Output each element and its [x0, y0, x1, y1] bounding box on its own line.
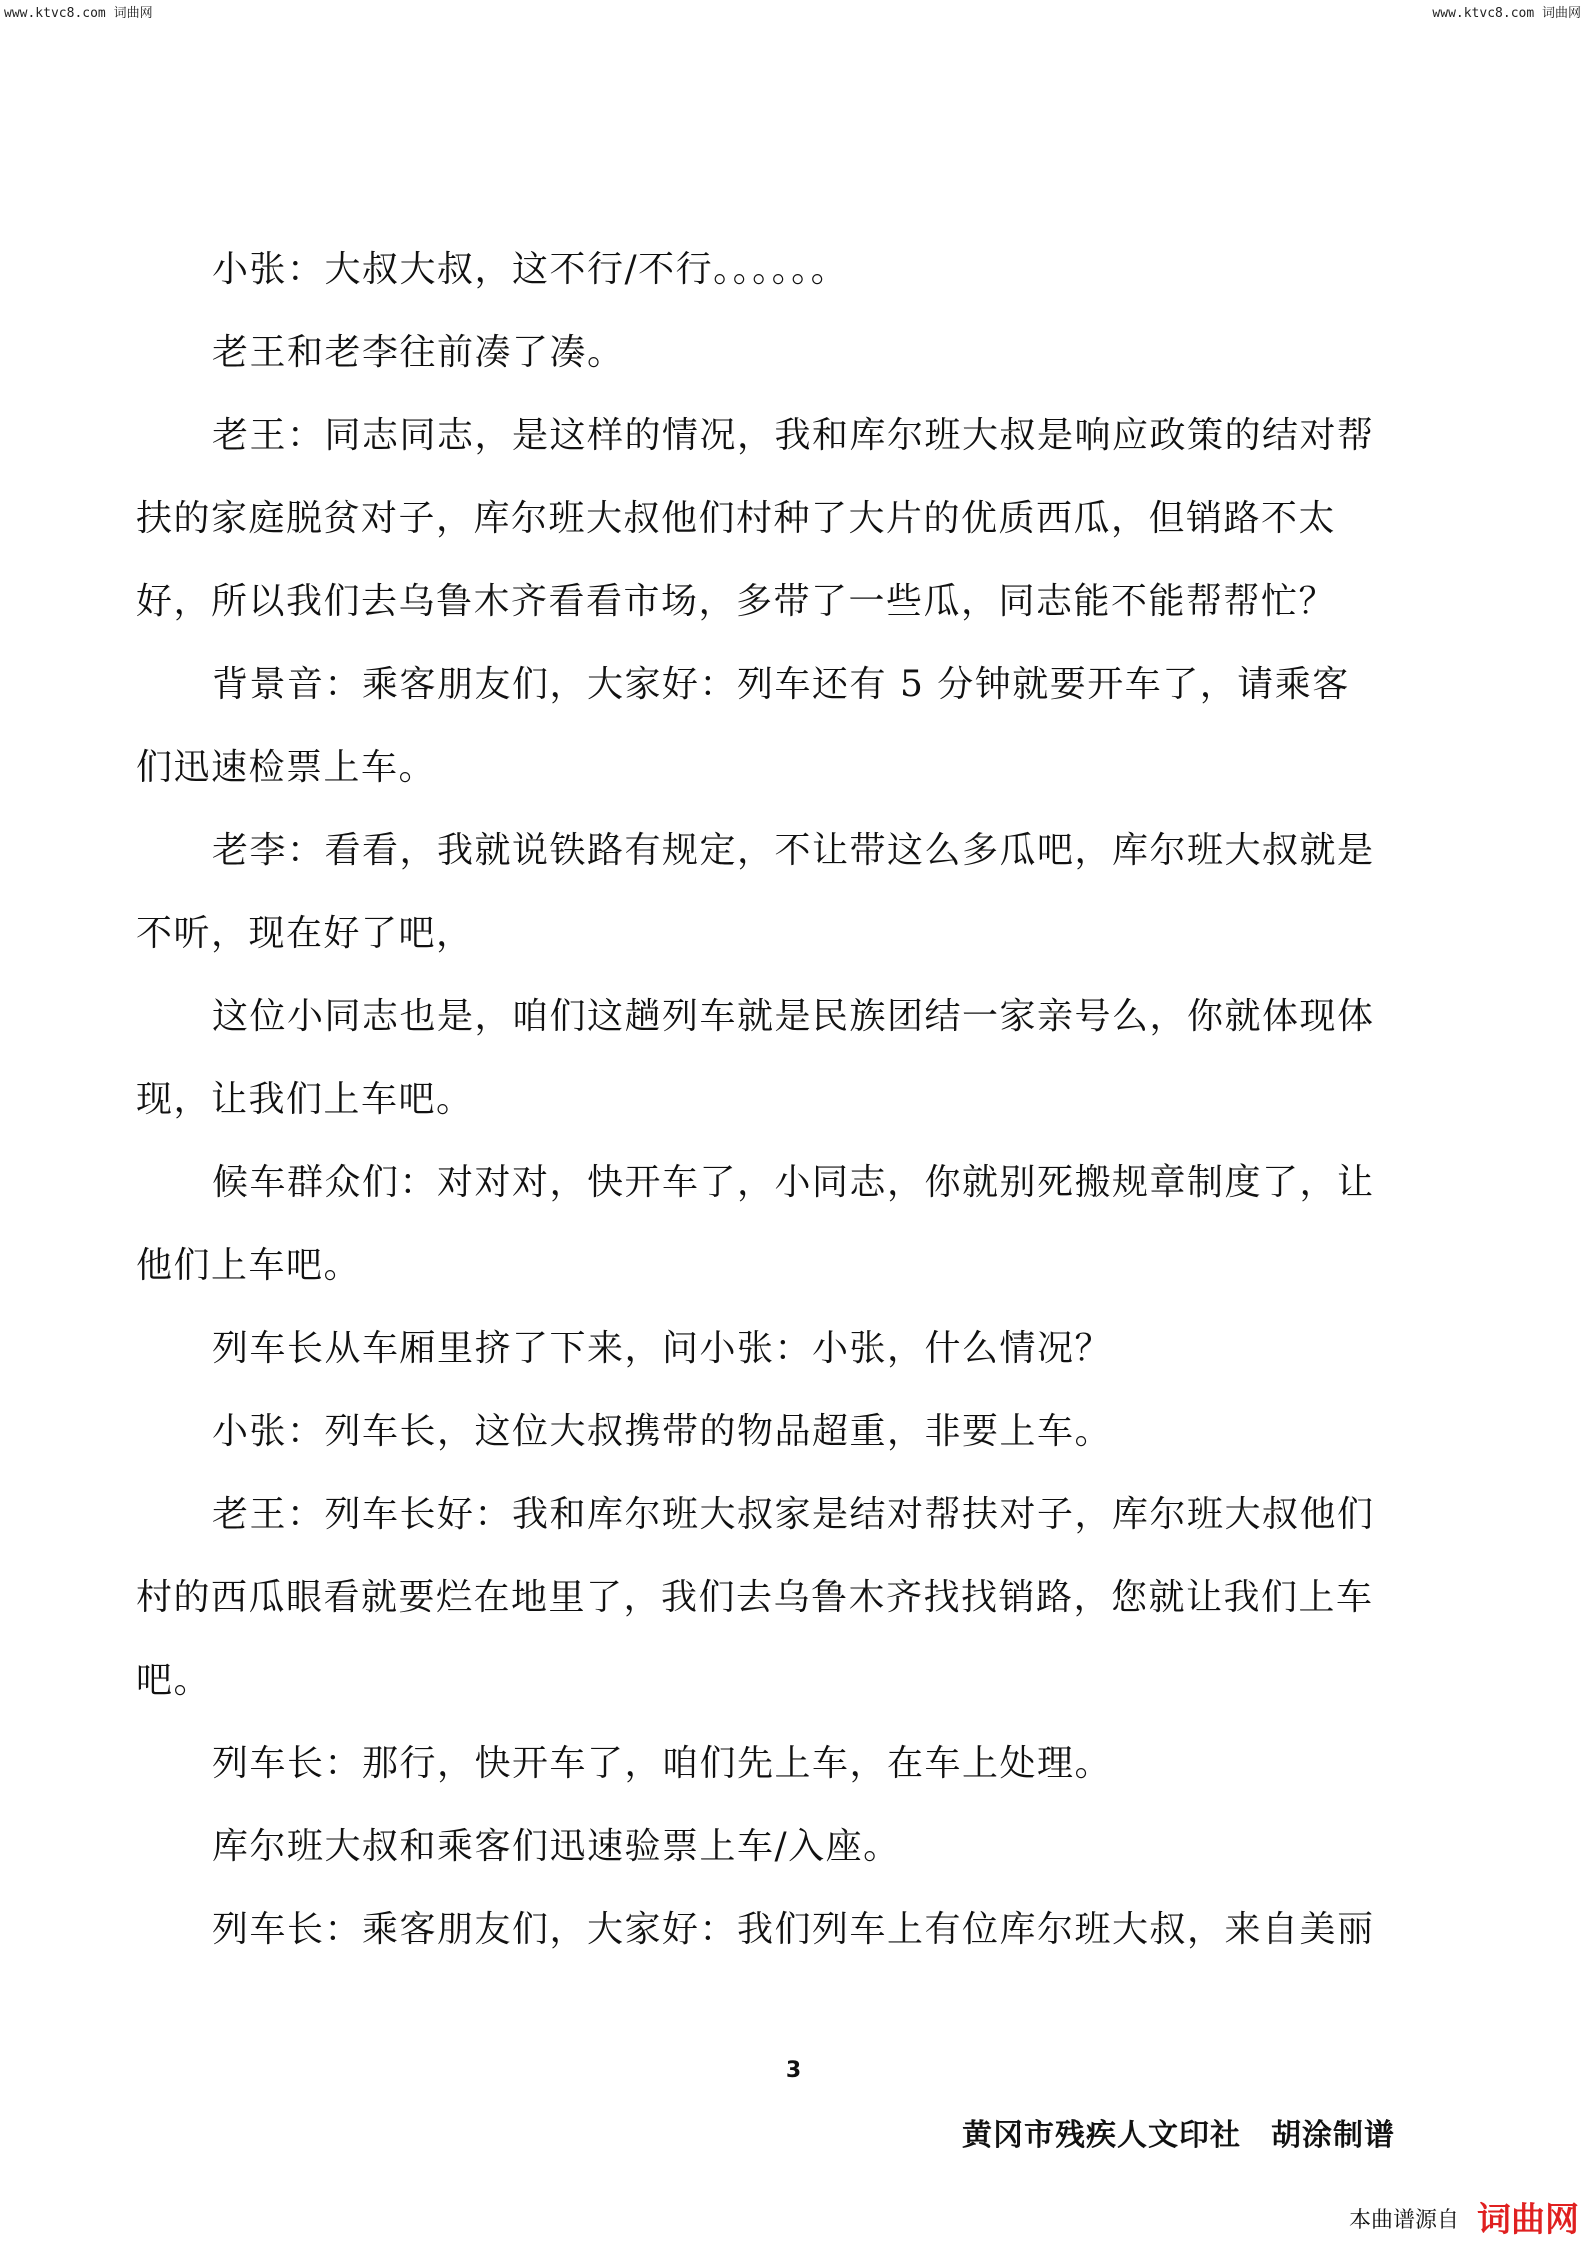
score-maker: 胡涂制谱 [1271, 2118, 1395, 2153]
source-brand: 词曲网 [1477, 2200, 1579, 2240]
paragraph: 老王：列车长好：我和库尔班大叔家是结对帮扶对子，库尔班大叔他们村的西瓜眼看就要烂在地里了，我们去乌鲁木齐找找销路，您就让我们上车吧。 [136, 1494, 1375, 1701]
source-label: 本曲谱源自 [1348, 2208, 1459, 2233]
paragraph: 小张：列车长，这位大叔携带的物品超重，非要上车。 [212, 1411, 1113, 1452]
paragraph: 背景音：乘客朋友们，大家好：列车还有 5 分钟就要开车了，请乘客们迅速检票上车。 [136, 664, 1350, 788]
paragraph: 老王：同志同志，是这样的情况，我和库尔班大叔是响应政策的结对帮扶的家庭脱贫对子，库尔班大叔他们村种了大片的优质西瓜，但销路不太好，所以我们去乌鲁木齐看看市场，多带了一些瓜，同志能不能帮帮忙？ [136, 415, 1375, 622]
script-body [136, 228, 1384, 1971]
paragraph: 老王和老李往前凑了凑。 [212, 332, 625, 373]
header-site-left: www.ktvc8.com 词曲网 [4, 6, 153, 21]
paragraph: 候车群众们：对对对，快开车了，小同志，你就别死搬规章制度了，让他们上车吧。 [136, 1162, 1375, 1286]
source-watermark [1349, 2192, 1579, 2241]
page-number: 3 [785, 2058, 802, 2083]
paragraph: 列车长：那行，快开车了，咱们先上车，在车上处理。 [212, 1743, 1113, 1784]
paragraph: 列车长：乘客朋友们，大家好：我们列车上有位库尔班大叔，来自美丽 [212, 1909, 1375, 1950]
publisher-name: 黄冈市残疾人文印社 [962, 2118, 1241, 2153]
header-site-right: www.ktvc8.com 词曲网 [1432, 6, 1581, 21]
publisher-line [962, 2110, 1395, 2154]
paragraph: 库尔班大叔和乘客们迅速验票上车/入座。 [212, 1826, 901, 1867]
paragraph: 小张：大叔大叔，这不行/不行。。。。。。 [212, 249, 849, 290]
paragraph: 老李：看看，我就说铁路有规定，不让带这么多瓜吧，库尔班大叔就是不听，现在好了吧， [136, 830, 1375, 954]
paragraph: 列车长从车厢里挤了下来，问小张：小张，什么情况？ [212, 1328, 1113, 1369]
paragraph: 这位小同志也是，咱们这趟列车就是民族团结一家亲号么，你就体现体现，让我们上车吧。 [136, 996, 1375, 1120]
